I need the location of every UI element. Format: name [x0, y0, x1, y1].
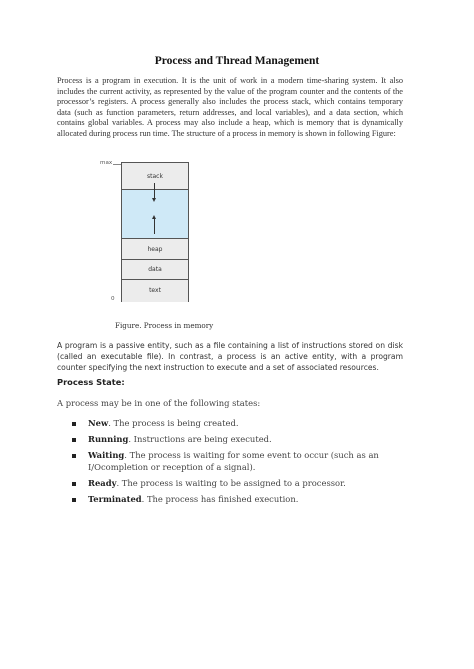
state-description: . The process is waiting to be assigned to a processor.: [116, 477, 346, 488]
heap-growth-arrow: [154, 219, 155, 234]
stack-growth-arrowhead: [152, 198, 156, 202]
program-vs-process-paragraph: A program is a passive entity, such as a file containing a list of instructions stored on disk (called an executable file). In contrast, a process is an active entity, with a program counter specifying the next instruction to execute and a set of associated resources.: [57, 341, 403, 373]
bullet-icon: [72, 438, 76, 442]
state-term: Running: [88, 433, 129, 444]
axis-zero-label: 0: [111, 296, 115, 302]
state-term: Terminated: [88, 493, 142, 504]
stack-segment: stack: [122, 163, 188, 190]
page-title: Process and Thread Management: [154, 55, 320, 67]
axis-max-label: max: [100, 160, 113, 166]
list-item: [72, 494, 402, 506]
state-term: Ready: [88, 477, 117, 488]
state-term: Waiting: [88, 449, 125, 460]
state-description: . Instructions are being executed.: [128, 433, 272, 444]
bullet-icon: [72, 482, 76, 486]
list-item: [72, 418, 402, 430]
state-list: [72, 418, 402, 510]
figure-caption: Figure. Process in memory: [115, 321, 214, 330]
bullet-icon: [72, 454, 76, 458]
states-intro: A process may be in one of the following states:: [57, 398, 261, 408]
list-item: [72, 434, 402, 446]
data-segment: data: [122, 260, 188, 280]
bullet-icon: [72, 498, 76, 502]
list-item: [72, 450, 402, 473]
state-description: . The process has finished execution.: [141, 493, 299, 504]
text-segment: text: [122, 280, 188, 302]
bullet-icon: [72, 422, 76, 426]
process-memory-figure: [95, 160, 205, 310]
heap-growth-arrowhead: [152, 215, 156, 219]
section-heading: Process State:: [57, 377, 125, 387]
list-item: [72, 478, 402, 490]
memory-column: [121, 162, 189, 302]
state-description: . The process is waiting for some event to occur (such as an I/Ocompletion or reception of a signal).: [88, 449, 379, 472]
heap-segment: heap: [122, 239, 188, 260]
state-term: New: [88, 418, 109, 428]
intro-paragraph: Process is a program in execution. It is the unit of work in a modern time-sharing system. It also includes the current activity, as represented by the value of the program counter and the contents of the processor’s registers. A process generally also includes the process stack, which contains temporary data (such as function parameters, return addresses, and local variables), and a data section, which contains global variables. A process may also include a heap, which is memory that is dynamically allocated during process run time. The structure of a process in memory is shown in following Figure:: [57, 76, 403, 138]
state-description: . The process is being created.: [108, 418, 239, 428]
